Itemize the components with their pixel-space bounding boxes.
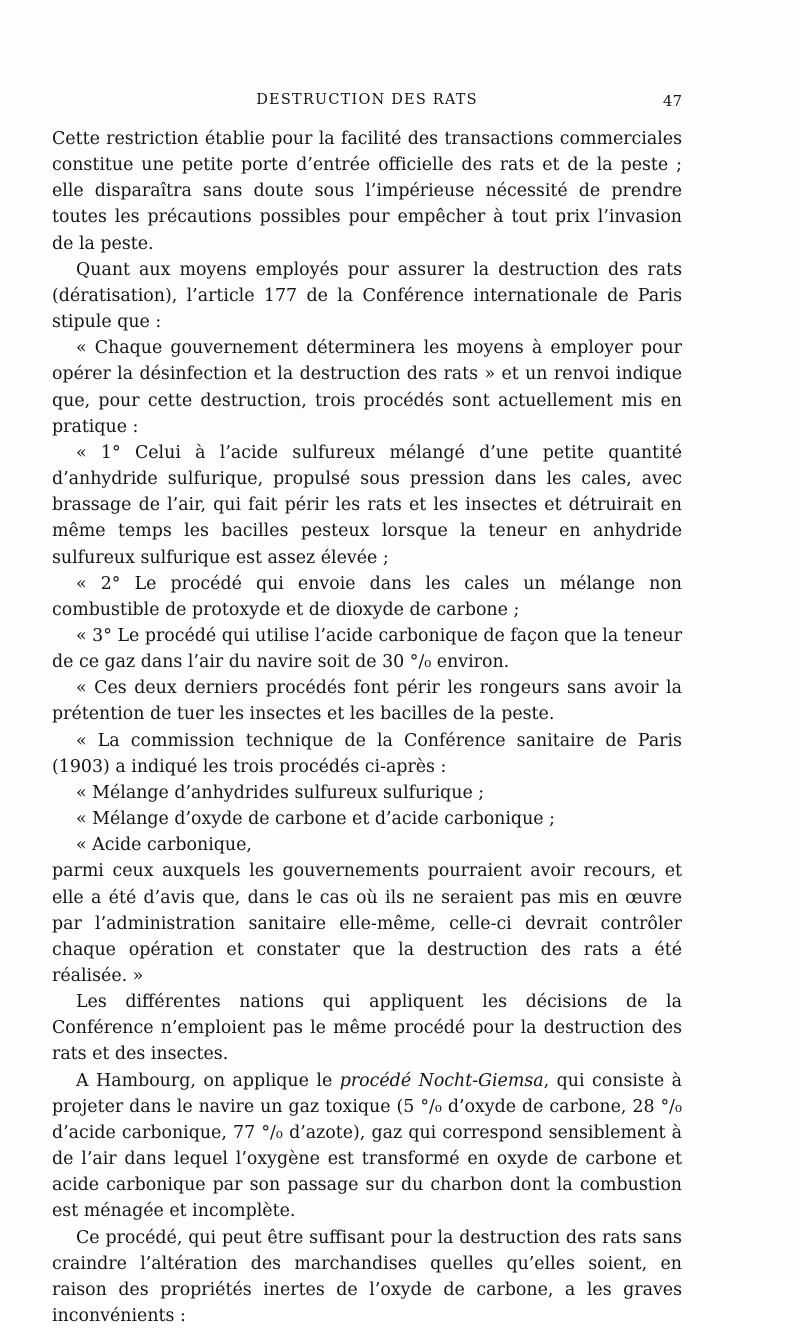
- quote-paragraph: « Chaque gouvernement déterminera les moyens à employer pour opérer la désinfection et la destruction des rats » et un renvoi indique que, pour cette destruction, trois procédés sont actuellement mis en pratique :: [52, 338, 682, 437]
- paragraph: Les différentes nations qui appliquent les décisions de la Conférence n’emploient pas le même procédé pour la destruction des rats et des insectes.: [52, 992, 682, 1065]
- paragraph: parmi ceux auxquels les gouvernements pourraient avoir recours, et elle a été d’avis que, dans le cas où ils ne seraient pas mis en œuvre par l’administration sanitaire elle-même, celle-ci devrait contrôler chaque opération et constater que la destruction des rats a été réalisée. »: [52, 861, 682, 986]
- quote-paragraph: « 2° Le procédé qui envoie dans les cales un mélange non combustible de protoxyde et de dioxyde de carbone ;: [52, 573, 682, 620]
- quote-paragraph: « Mélange d’anhydrides sulfureux sulfurique ;: [76, 782, 485, 803]
- hamburg-text-after: , qui consiste à projeter dans le navire un gaz toxique (5 °/₀ d’oxyde de carbone, 28 °/₀ d’acide carbonique, 77 °/₀ d’azote), gaz qui correspond sensiblement à de l’air dans lequel l’oxygène est transformé en oxyde de carbone et acide carbonique par son passage sur du charbon dont la combustion est ménagée et incomplète.: [52, 1070, 682, 1222]
- quote-paragraph: « 1° Celui à l’acide sulfureux mélangé d’une petite quantité d’anhydride sulfurique, propulsé sous pression dans les cales, avec brassage de l’air, qui fait périr les rats et les insectes et détruirait en même temps les bacilles pesteux lorsque la teneur en anhydride sulfureux sulfurique est assez élevée ;: [52, 442, 682, 568]
- body-text: [52, 126, 682, 1329]
- paragraph: Cette restriction établie pour la facilité des transactions commerciales constitue une petite porte d’entrée officielle des rats et de la peste ; elle disparaîtra sans doute sous l’impérieuse nécessité de prendre toutes les précautions possibles pour empêcher à tout prix l’invasion de la peste.: [52, 129, 682, 254]
- hamburg-method-name: procédé Nocht-Giemsa: [339, 1070, 544, 1091]
- quote-paragraph: « 3° Le procédé qui utilise l’acide carbonique de façon que la teneur de ce gaz dans l’air du navire soit de 30 °/₀ environ.: [52, 625, 683, 673]
- paragraph: Ce procédé, qui peut être suffisant pour la destruction des rats sans craindre l’altération des marchandises quelles qu’elles soient, en raison des propriétés inertes de l’oxyde de carbone, a les graves inconvénients :: [52, 1227, 682, 1327]
- running-head: [52, 92, 682, 114]
- running-title: DESTRUCTION DES RATS: [256, 92, 478, 108]
- quote-paragraph: « Mélange d’oxyde de carbone et d’acide carbonique ;: [76, 809, 555, 830]
- paragraph: Quant aux moyens employés pour assurer la destruction des rats (dératisation), l’article 177 de la Conférence internationale de Paris stipule que :: [52, 259, 682, 333]
- quote-paragraph: « Ces deux derniers procédés font périr les rongeurs sans avoir la prétention de tuer les insectes et les bacilles de la peste.: [52, 678, 682, 725]
- page-number: 47: [662, 92, 682, 110]
- quote-paragraph: « La commission technique de la Conférence sanitaire de Paris (1903) a indiqué les trois procédés ci-après :: [52, 730, 682, 777]
- hamburg-paragraph: [52, 1068, 682, 1225]
- hamburg-text-before: A Hambourg, on applique le: [76, 1070, 340, 1091]
- quote-paragraph: « Acide carbonique,: [76, 835, 252, 856]
